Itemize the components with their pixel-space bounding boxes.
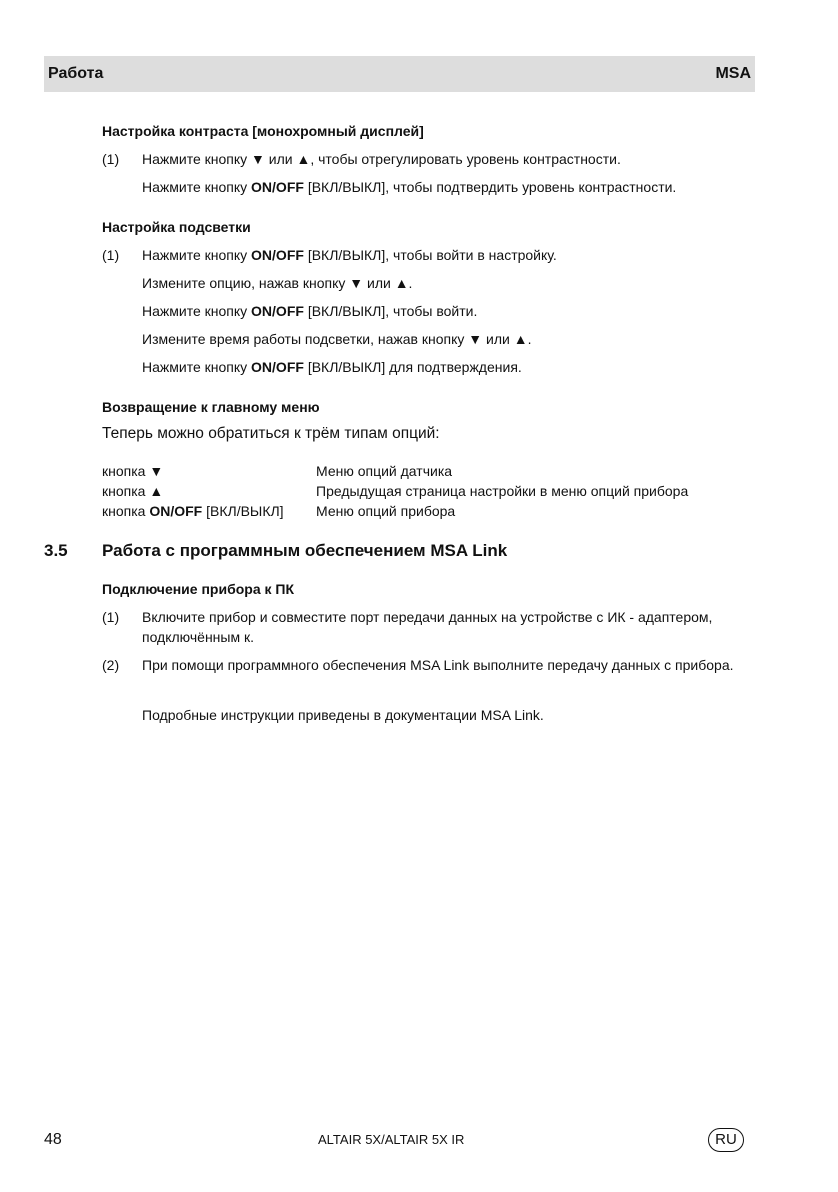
backlight-line1: Нажмите кнопку ON/OFF [ВКЛ/ВЫКЛ], чтобы войти в настройку. [142,247,557,263]
return-menu-heading: Возвращение к главному меню [102,399,320,415]
contrast-heading: Настройка контраста [монохромный дисплей] [102,123,424,139]
language-badge: RU [708,1128,744,1152]
option-row-3-value: Меню опций прибора [316,503,456,519]
option-row-2-key: кнопка ▲ [102,483,164,499]
contrast-step-line2: Нажмите кнопку ON/OFF [ВКЛ/ВЫКЛ], чтобы подтвердить уровень контрастности. [142,179,677,195]
header-brand: MSA [715,65,751,82]
option-row-1-key: кнопка ▼ [102,463,164,479]
backlight-line4: Измените время работы подсветки, нажав кнопку ▼ или ▲. [142,331,532,347]
backlight-line5: Нажмите кнопку ON/OFF [ВКЛ/ВЫКЛ] для подтверждения. [142,359,522,375]
section-title: Работа с программным обеспечением MSA Link [102,541,508,560]
return-menu-intro: Теперь можно обратиться к трём типам опций: [102,425,440,442]
pc-connection-heading: Подключение прибора к ПК [102,581,295,597]
section-number: 3.5 [44,541,68,560]
contrast-step-number: (1) [102,151,120,167]
pc-note: Подробные инструкции приведены в документации MSA Link. [142,707,544,723]
backlight-line2: Измените опцию, нажав кнопку ▼ или ▲. [142,275,413,291]
contrast-step-line1: Нажмите кнопку ▼ или ▲, чтобы отрегулировать уровень контрастности. [142,151,621,167]
pc-step-2-text: При помощи программного обеспечения MSA Link выполните передачу данных с прибора. [142,657,734,673]
option-row-3-key: кнопка ON/OFF [ВКЛ/ВЫКЛ] [102,503,284,519]
page-header [44,56,755,92]
pc-step-1-text: Включите прибор и совместите порт передачи данных на устройстве с ИК - адаптером, подключённым к. [142,609,713,645]
pc-step-2-number: (2) [102,657,120,673]
backlight-step-number: (1) [102,247,120,263]
pc-step-1-number: (1) [102,609,120,625]
backlight-heading: Настройка подсветки [102,219,251,235]
option-row-1-value: Меню опций датчика [316,463,453,479]
footer-product-title: ALTAIR 5X/ALTAIR 5X IR [318,1132,465,1147]
page-number: 48 [44,1131,62,1148]
header-chapter: Работа [48,65,104,82]
backlight-line3: Нажмите кнопку ON/OFF [ВКЛ/ВЫКЛ], чтобы войти. [142,303,478,319]
option-row-2-value: Предыдущая страница настройки в меню опций прибора [316,483,689,499]
